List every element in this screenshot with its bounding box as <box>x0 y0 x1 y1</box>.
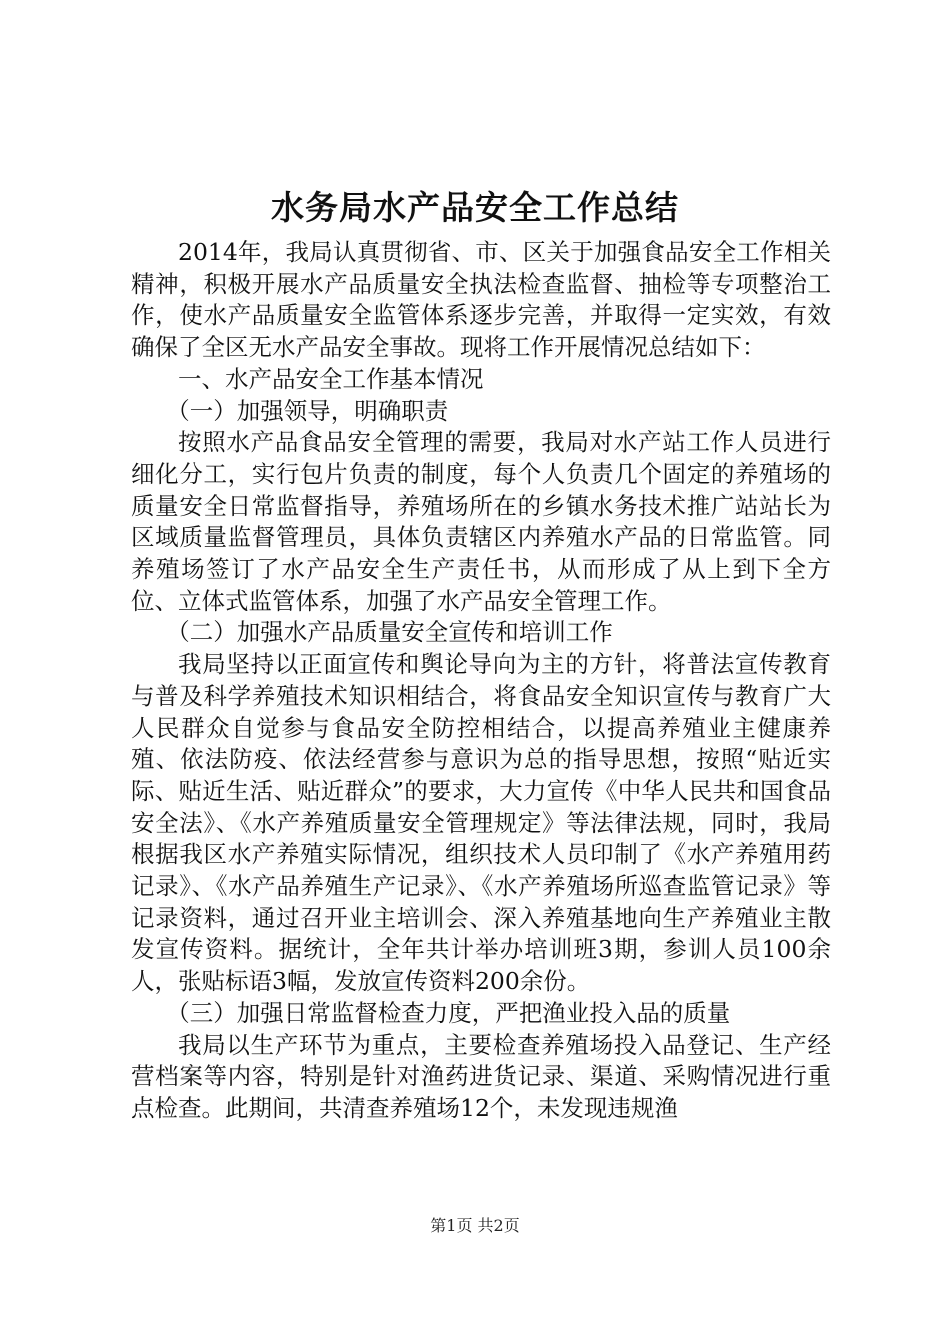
page-number-footer: 第1页 共2页 <box>430 1216 520 1235</box>
body-paragraph-3: 我局以生产环节为重点，主要检查养殖场投入品登记、生产经营档案等内容，特别是针对渔药进货记录、渠道、采购情况进行重点检查。此期间，共清查养殖场12个，未发现违规渔 <box>131 1030 831 1122</box>
body-paragraph-1: 按照水产品食品安全管理的需要，我局对水产站工作人员进行细化分工，实行包片负责的制度，每个人负责几个固定的养殖场的质量安全日常监督指导，养殖场所在的乡镇水务技术推广站站长为区域质量监督管理员，具体负责辖区内养殖水产品的日常监管。同养殖场签订了水产品安全生产责任书，从而形成了从上到下全方位、立体式监管体系，加强了水产品安全管理工作。 <box>131 428 831 615</box>
document-title: 水务局水产品安全工作总结 <box>271 188 679 227</box>
section-heading-1: 一、水产品安全工作基本情况 <box>178 364 484 393</box>
subsection-heading-2: （二）加强水产品质量安全宣传和培训工作 <box>166 618 613 647</box>
document-body <box>131 237 831 1125</box>
subsection-heading-3: （三）加强日常监督检查力度，严把渔业投入品的质量 <box>166 998 731 1027</box>
body-paragraph-2: 我局坚持以正面宣传和舆论导向为主的方针，将普法宣传教育与普及科学养殖技术知识相结合，将食品安全知识宣传与教育广大人民群众自觉参与食品安全防控相结合，以提高养殖业主健康养殖、依法防疫、依法经营参与意识为总的指导思想，按照“贴近实际、贴近生活、贴近群众”的要求，大力宣传《中华人民共和国食品安全法》、《水产养殖质量安全管理规定》等法律法规，同时，我局根据我区水产养殖实际情况，组织技术人员印制了《水产养殖用药记录》、《水产品养殖生产记录》、《水产养殖场所巡查监管记录》等记录资料，通过召开业主培训会、深入养殖基地向生产养殖业主散发宣传资料。据统计，全年共计举办培训班3期，参训人员100余人，张贴标语3幅，发放宣传资料200余份。 <box>131 650 831 996</box>
intro-paragraph: 2014年，我局认真贯彻省、市、区关于加强食品安全工作相关精神，积极开展水产品质量安全执法检查监督、抽检等专项整治工作，使水产品质量安全监管体系逐步完善，并取得一定实效，有效确保了全区无水产品安全事故。现将工作开展情况总结如下： <box>131 238 831 362</box>
subsection-heading-1: （一）加强领导，明确职责 <box>166 396 449 425</box>
